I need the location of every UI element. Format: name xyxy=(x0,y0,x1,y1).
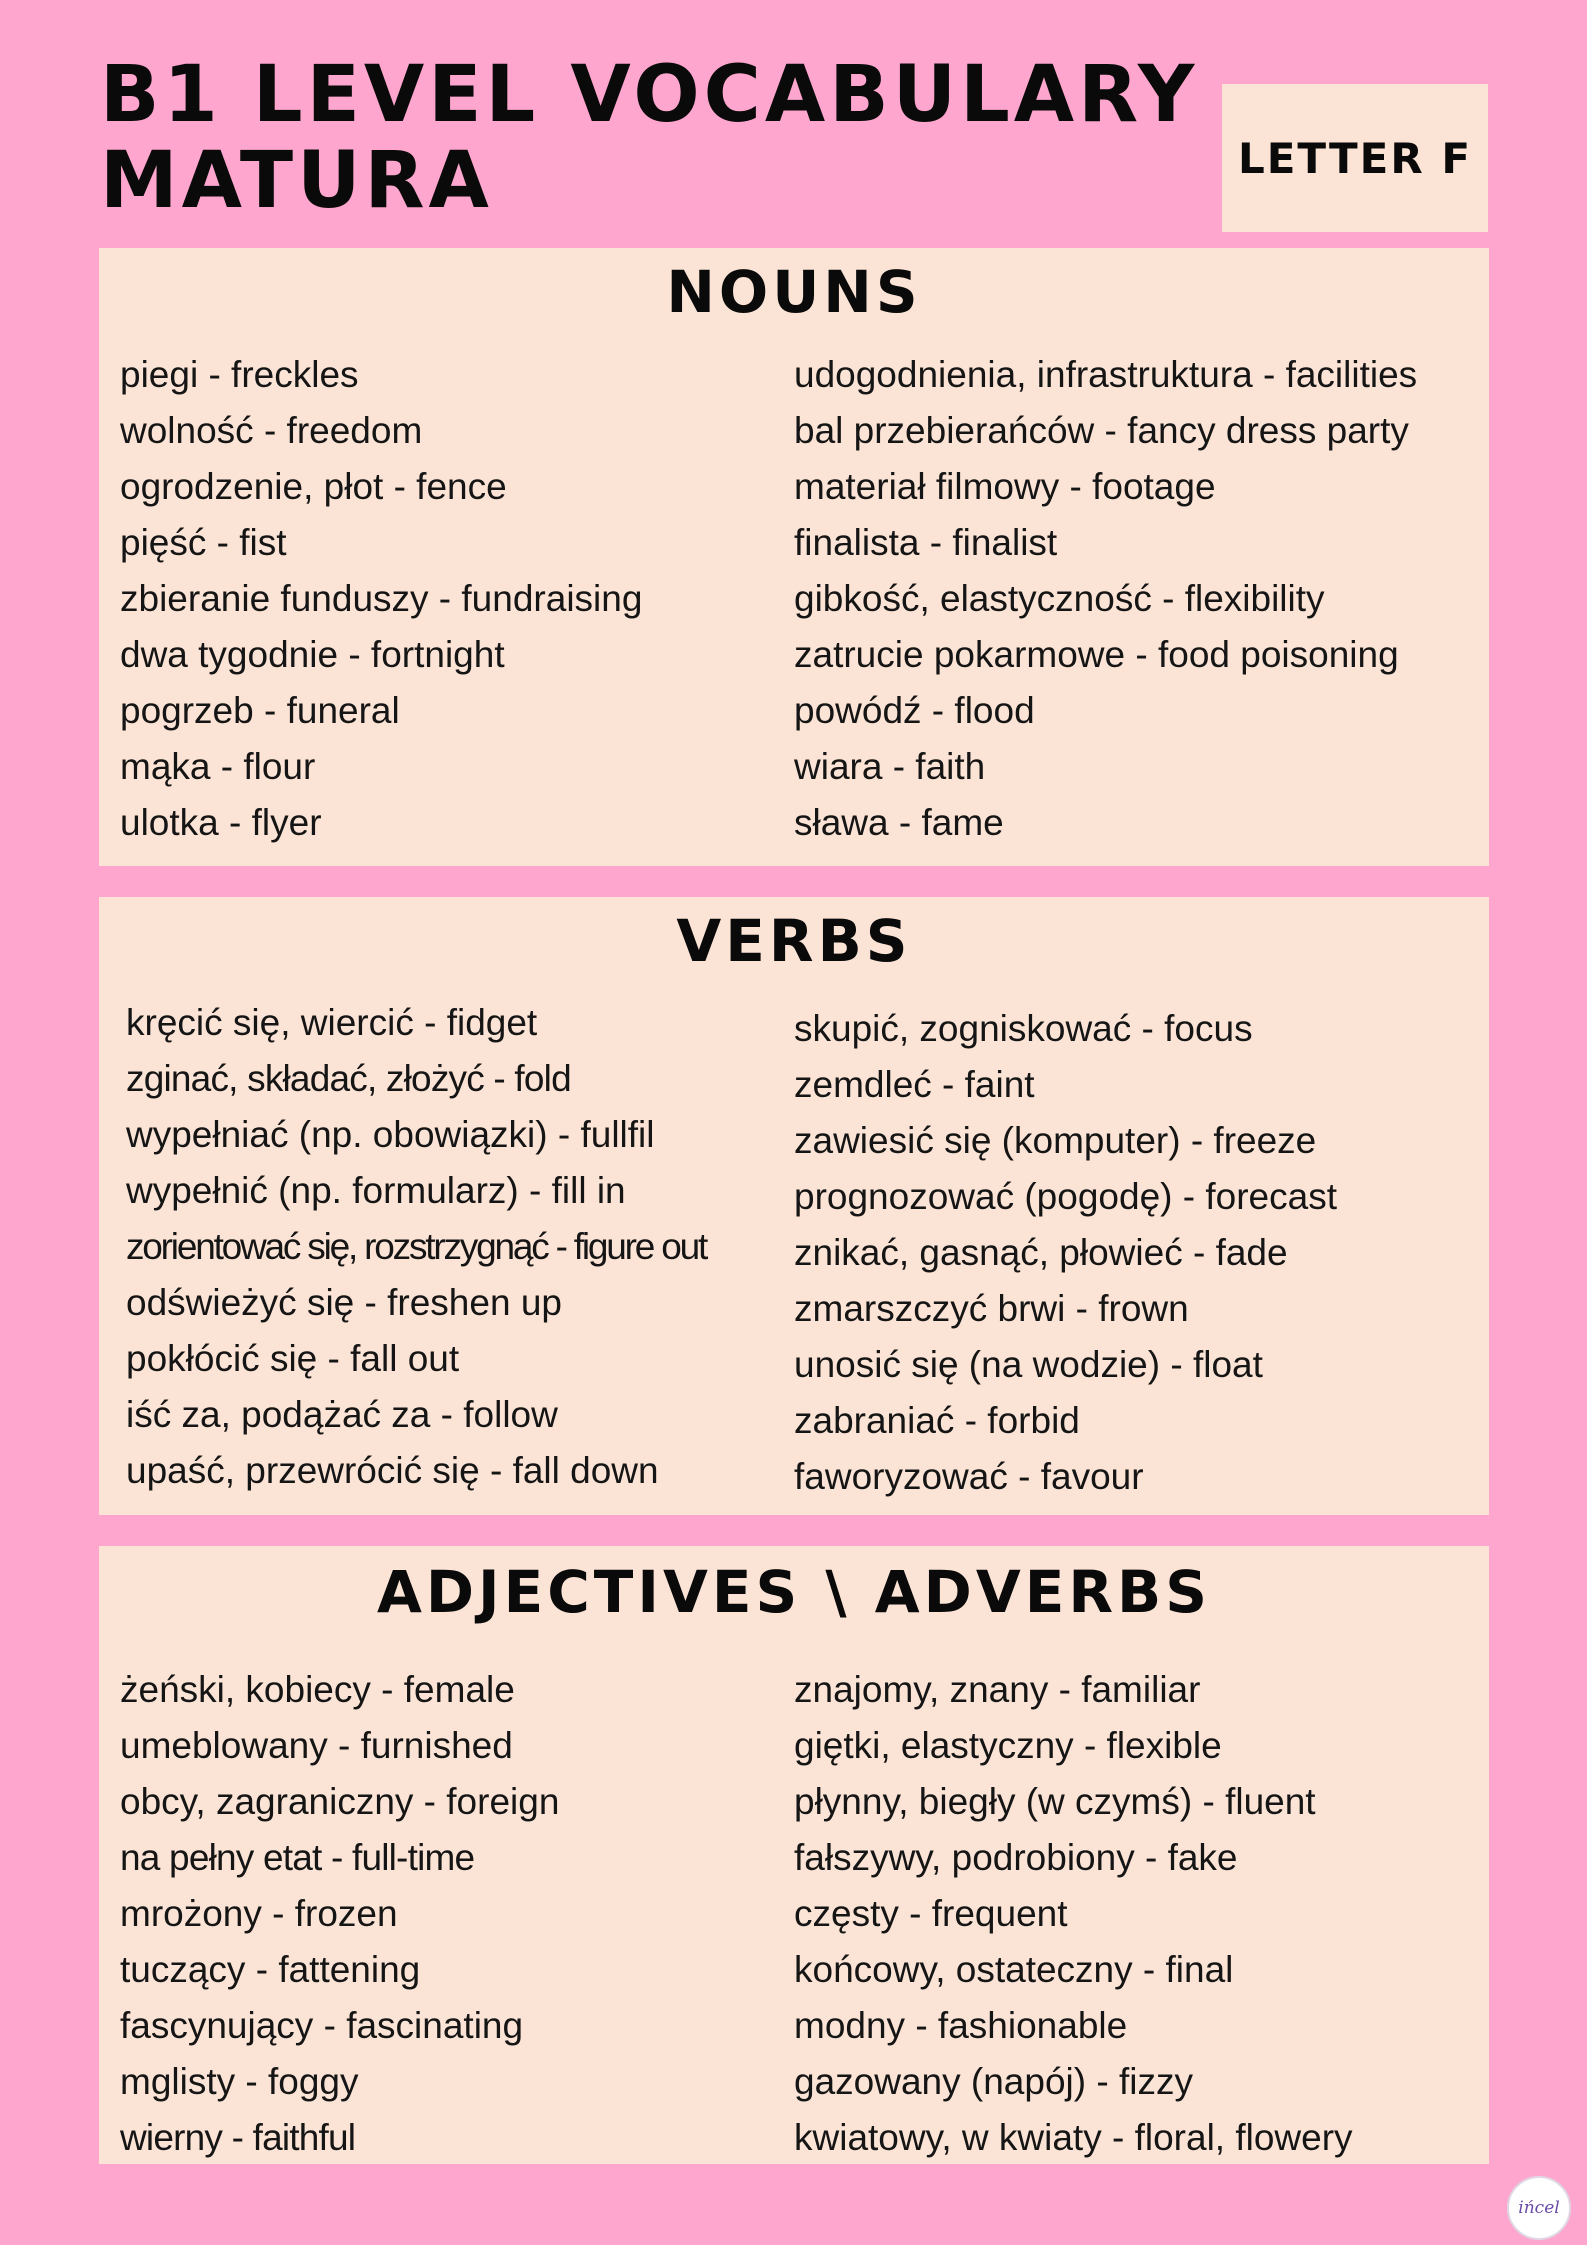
list-item: prognozować (pogodę) - forecast xyxy=(794,1176,1337,1217)
list-item: finalista - finalist xyxy=(794,522,1058,563)
verbs-right-list xyxy=(794,1001,1337,1505)
list-item: mglisty - foggy xyxy=(120,2061,359,2102)
list-item: unosić się (na wodzie) - float xyxy=(794,1344,1263,1385)
list-item: dwa tygodnie - fortnight xyxy=(120,634,505,675)
adjectives-left-list xyxy=(120,1662,559,2166)
list-item: powódź - flood xyxy=(794,690,1035,731)
list-item: zemdleć - faint xyxy=(794,1064,1035,1105)
list-item: wypełnić (np. formularz) - fill in xyxy=(126,1170,626,1211)
list-item: piegi - freckles xyxy=(120,354,359,395)
letter-badge: LETTER F xyxy=(1222,84,1488,232)
verbs-left-list xyxy=(126,995,706,1499)
adjectives-right-list xyxy=(794,1662,1353,2166)
list-item: obcy, zagraniczny - foreign xyxy=(120,1781,560,1822)
list-item: materiał filmowy - footage xyxy=(794,466,1216,507)
list-item: odświeżyć się - freshen up xyxy=(126,1282,562,1323)
list-item: żeński, kobiecy - female xyxy=(120,1669,515,1710)
list-item: upaść, przewrócić się - fall down xyxy=(126,1450,659,1491)
brand-logo xyxy=(1507,2176,1571,2240)
list-item: zatrucie pokarmowe - food poisoning xyxy=(794,634,1399,675)
list-item: kwiatowy, w kwiaty - floral, flowery xyxy=(794,2117,1353,2158)
nouns-heading: NOUNS xyxy=(666,258,922,326)
list-item: iść za, podążać za - follow xyxy=(126,1394,558,1435)
list-item: zabraniać - forbid xyxy=(794,1400,1080,1441)
page-title xyxy=(100,52,1220,224)
nouns-left-list xyxy=(120,347,642,851)
list-item: bal przebierańców - fancy dress party xyxy=(794,410,1409,451)
list-item: zorientować się, rozstrzygnąć - figure out xyxy=(126,1226,707,1267)
adjectives-panel xyxy=(99,1546,1489,2164)
list-item: udogodnienia, infrastruktura - facilities xyxy=(794,354,1418,395)
list-item: modny - fashionable xyxy=(794,2005,1128,2046)
adjectives-heading: ADJECTIVES \ ADVERBS xyxy=(377,1558,1211,1626)
list-item: ogrodzenie, płot - fence xyxy=(120,466,507,507)
verbs-heading: VERBS xyxy=(676,907,912,975)
page-title-line-2: MATURA xyxy=(100,136,493,226)
list-item: zbieranie funduszy - fundraising xyxy=(120,578,643,619)
list-item: mrożony - frozen xyxy=(120,1893,398,1934)
list-item: płynny, biegły (w czymś) - fluent xyxy=(794,1781,1316,1822)
list-item: zawiesić się (komputer) - freeze xyxy=(794,1120,1317,1161)
list-item: zmarszczyć brwi - frown xyxy=(794,1288,1189,1329)
list-item: fascynujący - fascinating xyxy=(120,2005,524,2046)
list-item: zginać, składać, złożyć - fold xyxy=(126,1058,571,1099)
list-item: na pełny etat - full-time xyxy=(120,1837,475,1878)
list-item: częsty - frequent xyxy=(794,1893,1068,1934)
list-item: giętki, elastyczny - flexible xyxy=(794,1725,1222,1766)
list-item: skupić, zogniskować - focus xyxy=(794,1008,1253,1049)
list-item: umeblowany - furnished xyxy=(120,1725,513,1766)
verbs-panel xyxy=(99,897,1489,1515)
brand-logo-text: ińcel xyxy=(1518,2198,1560,2218)
list-item: pięść - fist xyxy=(120,522,287,563)
list-item: znajomy, znany - familiar xyxy=(794,1669,1201,1710)
list-item: fałszywy, podrobiony - fake xyxy=(794,1837,1238,1878)
list-item: znikać, gasnąć, płowieć - fade xyxy=(794,1232,1288,1273)
list-item: gazowany (napój) - fizzy xyxy=(794,2061,1193,2102)
list-item: wypełniać (np. obowiązki) - fullfil xyxy=(126,1114,655,1155)
list-item: kręcić się, wiercić - fidget xyxy=(126,1002,538,1043)
nouns-panel xyxy=(99,248,1489,866)
list-item: końcowy, ostateczny - final xyxy=(794,1949,1234,1990)
nouns-right-list xyxy=(794,347,1417,851)
list-item: sława - fame xyxy=(794,802,1004,843)
list-item: ulotka - flyer xyxy=(120,802,322,843)
list-item: wiara - faith xyxy=(794,746,986,787)
list-item: tuczący - fattening xyxy=(120,1949,421,1990)
list-item: wolność - freedom xyxy=(120,410,423,451)
list-item: mąka - flour xyxy=(120,746,316,787)
list-item: gibkość, elastyczność - flexibility xyxy=(794,578,1325,619)
page-title-line-1: B1 LEVEL VOCABULARY xyxy=(100,50,1199,140)
list-item: pogrzeb - funeral xyxy=(120,690,400,731)
list-item: wierny - faithful xyxy=(120,2117,356,2158)
list-item: faworyzować - favour xyxy=(794,1456,1144,1497)
list-item: pokłócić się - fall out xyxy=(126,1338,460,1379)
